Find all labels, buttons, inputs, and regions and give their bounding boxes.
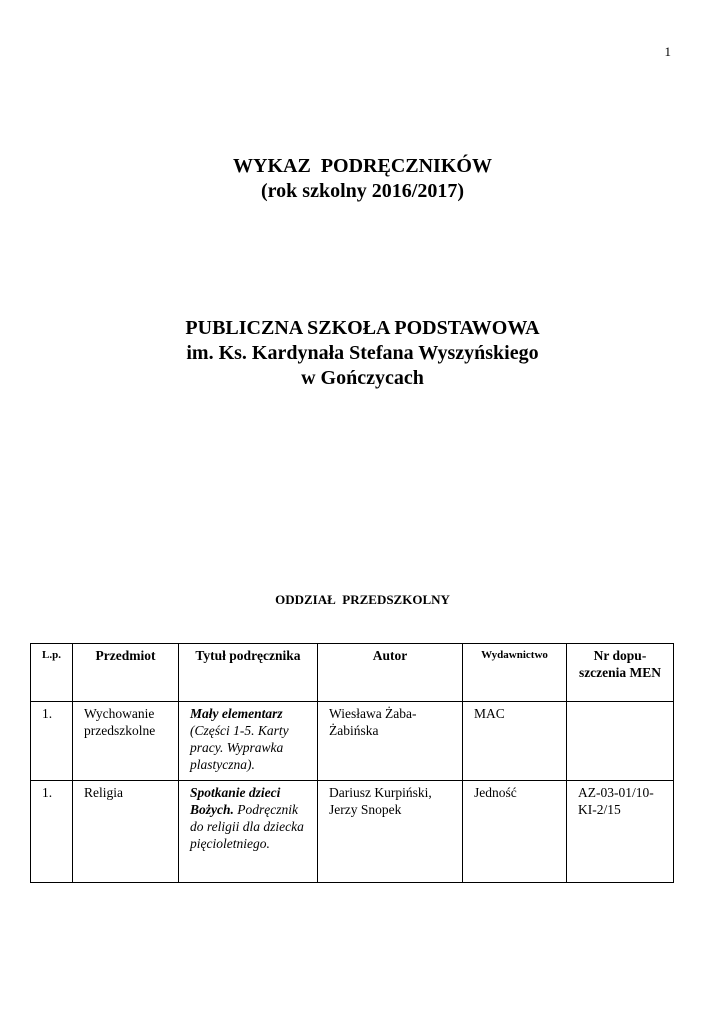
cell-lp: 1.	[31, 781, 73, 883]
header-przedmiot: Przedmiot	[73, 644, 179, 702]
school-name-line-3: w Gończycach	[301, 367, 424, 389]
cell-nr: AZ-03-01/10-KI-2/15	[567, 781, 674, 883]
document-title-line-2: (rok szkolny 2016/2017)	[261, 180, 464, 202]
cell-autor: Wiesława Żaba-Żabińska	[318, 702, 463, 781]
cell-tytul-bold: Mały elementarz	[190, 706, 283, 721]
cell-tytul-bold: Spotkanie dzieci Bożych.	[190, 785, 281, 817]
header-tytul: Tytuł podręcznika	[179, 644, 318, 702]
cell-tytul	[179, 781, 318, 883]
section-heading: ODDZIAŁ PRZEDSZKOLNY	[275, 592, 450, 607]
cell-tytul-rest: Podręcznik do religii dla dziecka pięcioletniego.	[190, 802, 304, 851]
cell-tytul	[179, 702, 318, 781]
cell-tytul-rest: (Części 1-5. Karty pracy. Wyprawka plastyczna).	[190, 723, 289, 772]
cell-nr	[567, 702, 674, 781]
table-row	[31, 781, 674, 883]
school-name-line-1: PUBLICZNA SZKOŁA PODSTAWOWA	[185, 317, 540, 339]
page-number: 1	[664, 44, 671, 59]
header-autor: Autor	[318, 644, 463, 702]
cell-wydawnictwo: MAC	[463, 702, 567, 781]
header-wydawnictwo: Wydawnictwo	[463, 644, 567, 702]
school-name	[0, 316, 725, 391]
header-nr: Nr dopu-szczenia MEN	[567, 644, 674, 702]
document-title	[0, 154, 725, 204]
cell-lp: 1.	[31, 702, 73, 781]
table-header-row	[31, 644, 674, 702]
cell-przedmiot: Wychowanie przedszkolne	[73, 702, 179, 781]
table-row	[31, 702, 674, 781]
cell-wydawnictwo: Jedność	[463, 781, 567, 883]
cell-autor: Dariusz Kurpiński, Jerzy Snopek	[318, 781, 463, 883]
header-lp: L.p.	[31, 644, 73, 702]
document-title-line-1: WYKAZ PODRĘCZNIKÓW	[233, 155, 492, 177]
cell-przedmiot: Religia	[73, 781, 179, 883]
textbook-table	[30, 643, 674, 883]
school-name-line-2: im. Ks. Kardynała Stefana Wyszyńskiego	[186, 342, 539, 364]
